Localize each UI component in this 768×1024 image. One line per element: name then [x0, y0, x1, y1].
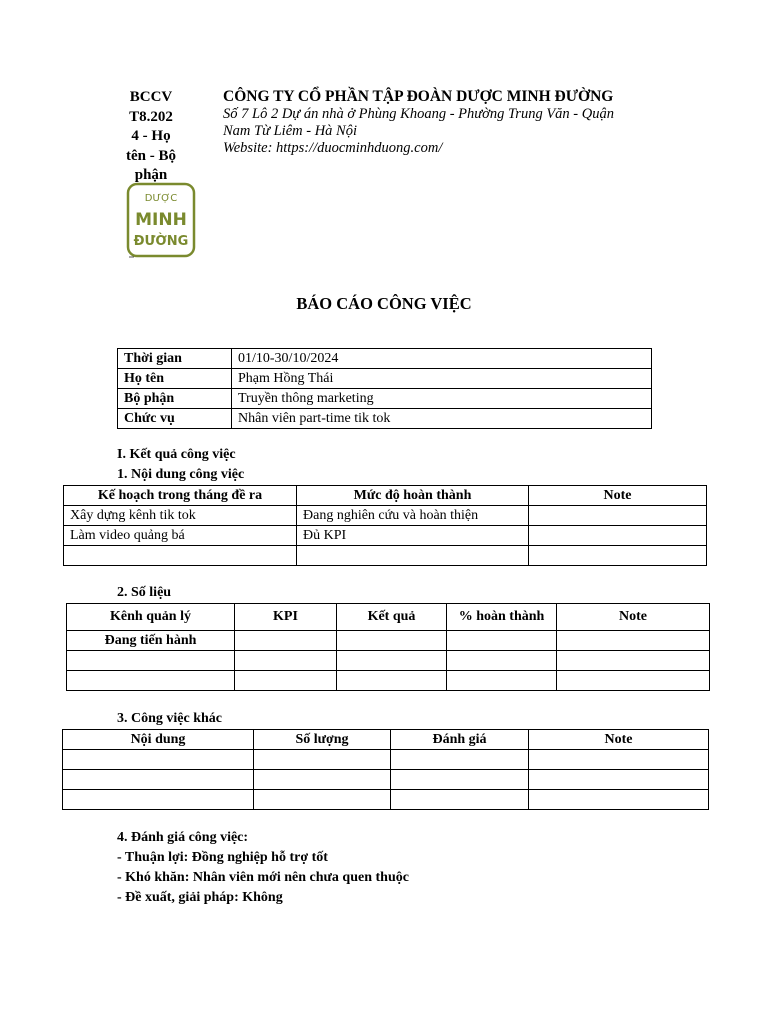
doc-code-line: T8.202 — [129, 108, 173, 125]
table-cell — [235, 631, 337, 651]
column-header: Kế hoạch trong tháng đề ra — [64, 486, 297, 506]
section-heading: I. Kết quả công việc — [117, 447, 236, 462]
svg-text:ĐƯỜNG: ĐƯỜNG — [133, 234, 189, 249]
svg-text:MINH: MINH — [135, 210, 187, 230]
address-line: Số 7 Lô 2 Dự án nhà ở Phùng Khoang - Phường Trung Văn - Quận — [223, 106, 614, 122]
table-cell — [529, 546, 707, 566]
table-cell — [529, 526, 707, 546]
work-content-table — [63, 485, 707, 566]
table-row — [63, 790, 709, 810]
column-header: Note — [557, 604, 710, 631]
other-work-table — [62, 729, 709, 810]
table-row — [67, 631, 710, 651]
table-cell — [447, 651, 557, 671]
statistics-table — [66, 603, 710, 691]
table-cell — [529, 770, 709, 790]
table-cell — [557, 651, 710, 671]
table-row — [63, 750, 709, 770]
table-cell — [529, 506, 707, 526]
employee-info-table — [117, 348, 652, 429]
column-header: % hoàn thành — [447, 604, 557, 631]
table-cell — [447, 631, 557, 651]
table-row — [118, 409, 652, 429]
evaluation-advantages: - Thuận lợi: Đồng nghiệp hỗ trợ tốt — [117, 850, 328, 865]
column-header: Nội dung — [63, 730, 254, 750]
table-cell — [254, 770, 391, 790]
table-cell — [297, 546, 529, 566]
table-cell: Đang nghiên cứu và hoàn thiện — [297, 506, 529, 526]
table-row — [67, 671, 710, 691]
table-cell — [529, 790, 709, 810]
table-header-row — [64, 486, 707, 506]
table-cell — [235, 651, 337, 671]
company-info — [223, 88, 663, 157]
info-value: 01/10-30/10/2024 — [232, 349, 652, 369]
table-row — [64, 506, 707, 526]
table-row — [64, 526, 707, 546]
table-cell — [391, 750, 529, 770]
table-cell — [447, 671, 557, 691]
table-cell: Làm video quảng bá — [64, 526, 297, 546]
company-address — [223, 106, 663, 140]
info-value: Phạm Hồng Thái — [232, 369, 652, 389]
company-website: Website: https://duocminhduong.com/ — [223, 140, 443, 156]
table-cell — [254, 750, 391, 770]
table-cell — [67, 651, 235, 671]
table-cell — [391, 770, 529, 790]
table-cell — [557, 631, 710, 651]
column-header: Note — [529, 486, 707, 506]
column-header: Mức độ hoàn thành — [297, 486, 529, 506]
report-title: BÁO CÁO CÔNG VIỆC — [296, 294, 472, 313]
work-evaluation — [117, 828, 409, 908]
subsection-heading: 4. Đánh giá công việc: — [117, 830, 249, 845]
column-header: Note — [529, 730, 709, 750]
doc-code-line: phận — [134, 167, 168, 183]
table-cell: Xây dựng kênh tik tok — [64, 506, 297, 526]
doc-code-line: tên - Bộ — [126, 147, 176, 164]
subsection-heading: 3. Công việc khác — [117, 711, 222, 726]
table-cell — [64, 546, 297, 566]
info-label: Bộ phận — [118, 389, 232, 409]
subsection-heading: 2. Số liệu — [117, 585, 172, 600]
evaluation-difficulties: - Khó khăn: Nhân viên mới nên chưa quen thuộc — [117, 870, 409, 885]
table-row — [118, 349, 652, 369]
table-cell — [557, 671, 710, 691]
column-header: KPI — [235, 604, 337, 631]
table-cell — [63, 770, 254, 790]
doc-code-line: 4 - Họ — [131, 128, 171, 144]
table-cell — [529, 750, 709, 770]
table-header-row — [67, 604, 710, 631]
info-label: Thời gian — [118, 349, 232, 369]
table-cell — [254, 790, 391, 810]
svg-text:DƯỢC: DƯỢC — [144, 193, 178, 204]
address-line: Nam Từ Liêm - Hà Nội — [223, 123, 357, 139]
info-value: Truyền thông marketing — [232, 389, 652, 409]
subsection-heading: 1. Nội dung công việc — [117, 467, 245, 482]
table-cell — [337, 651, 447, 671]
info-value: Nhân viên part-time tik tok — [232, 409, 652, 429]
info-label: Chức vụ — [118, 409, 232, 429]
table-row — [118, 369, 652, 389]
table-cell — [337, 631, 447, 651]
table-row — [67, 651, 710, 671]
table-row — [64, 546, 707, 566]
column-header: Đánh giá — [391, 730, 529, 750]
table-cell — [63, 750, 254, 770]
table-cell — [391, 790, 529, 810]
table-cell — [235, 671, 337, 691]
table-cell — [337, 671, 447, 691]
table-row — [63, 770, 709, 790]
evaluation-proposals: - Đề xuất, giải pháp: Không — [117, 890, 283, 905]
document-code — [112, 88, 190, 186]
table-row — [118, 389, 652, 409]
doc-code-line: BCCV — [129, 89, 173, 105]
column-header: Số lượng — [254, 730, 391, 750]
table-cell: Đủ KPI — [297, 526, 529, 546]
company-name: CÔNG TY CỔ PHẦN TẬP ĐOÀN DƯỢC MINH ĐƯỜNG — [223, 88, 614, 105]
table-cell: Đang tiến hành — [67, 631, 235, 651]
table-cell — [63, 790, 254, 810]
company-logo — [124, 181, 198, 259]
table-header-row — [63, 730, 709, 750]
column-header: Kết quả — [337, 604, 447, 631]
table-cell — [67, 671, 235, 691]
info-label: Họ tên — [118, 369, 232, 389]
column-header: Kênh quản lý — [67, 604, 235, 631]
